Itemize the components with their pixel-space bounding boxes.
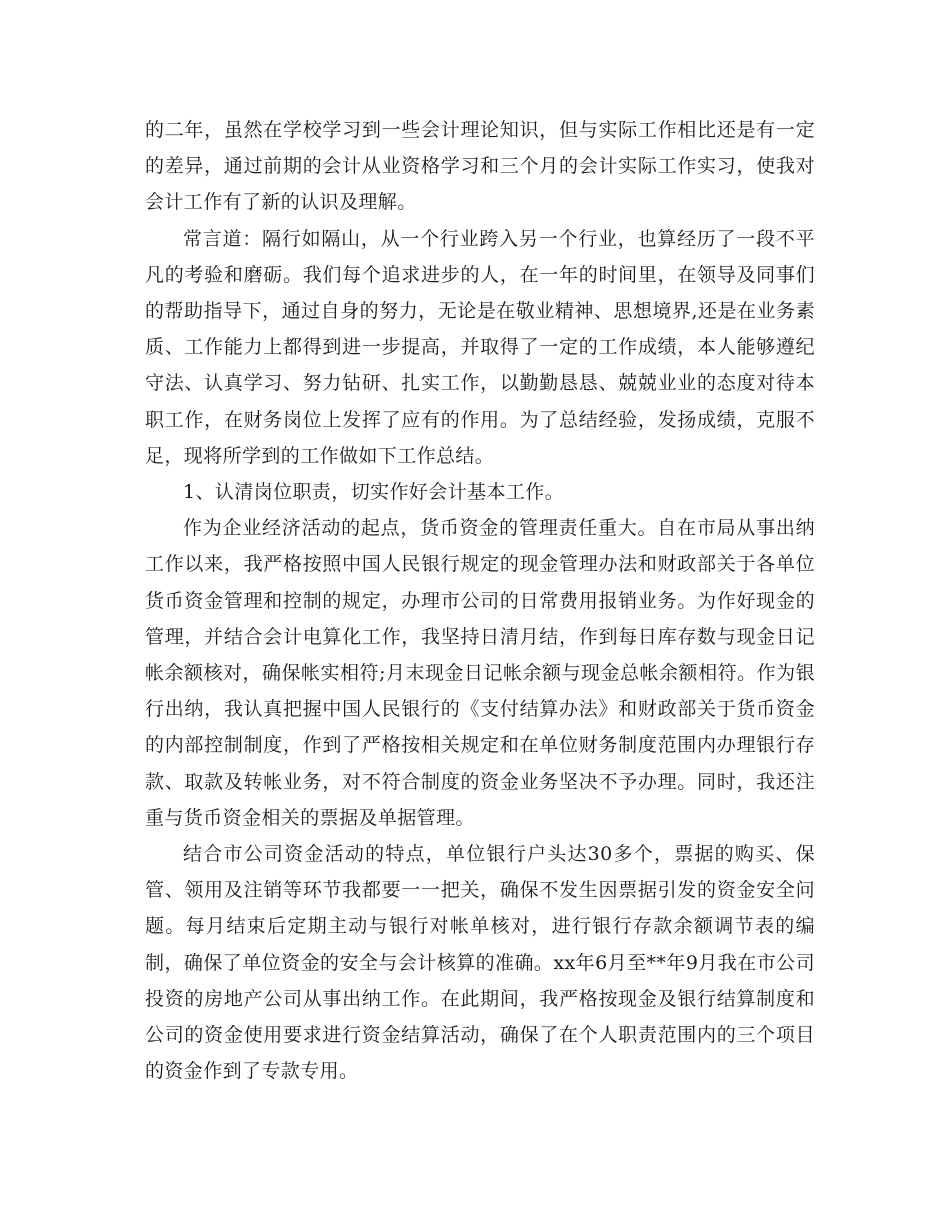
- section-heading-1: 1、认清岗位职责，切实作好会计基本工作。: [183, 481, 565, 504]
- paragraph-cash-management: 作为企业经济活动的起点，货币资金的管理责任重大。自在市局从事出纳工作以来，我严格按照中国人民银行规定的现金管理办法和财政部关于各单位货币资金管理和控制的规定，办理市公司的日常费用报销业务。为作好现金的管理，并结合会计电算化工作，我坚持日清月结，作到每日库存数与现金日记帐余额核对，确保帐实相符;月末现金日记帐余额与现金总帐余额相符。作为银行出纳，我认真把握中国人民银行的《支付结算办法》和财政部关于货币资金的内部控制制度，作到了严格按相关规定和在单位财务制度范围内办理银行存款、取款及转帐业务，对不符合制度的资金业务坚决不予办理。同时，我还注重与货币资金相关的票据及单据管理。: [145, 517, 815, 829]
- paragraph-bank-accounts: 结合市公司资金活动的特点，单位银行户头达30多个，票据的购买、保管、领用及注销等环节我都要一一把关，确保不发生因票据引发的资金安全问题。每月结束后定期主动与银行对帐单核对，进行银行存款余额调节表的编制，确保了单位资金的安全与会计核算的准确。xx年6月至**年9月我在市公司投资的房地产公司从事出纳工作。在此期间，我严格按现金及银行结算制度和公司的资金使用要求进行资金结算活动，确保了在个人职责范围内的三个项目的资金作到了专款专用。: [145, 843, 815, 1083]
- paragraph-intro-continuation: 的二年，虽然在学校学习到一些会计理论知识，但与实际工作相比还是有一定的差异，通过前期的会计从业资格学习和三个月的会计实际工作实习，使我对会计工作有了新的认识及理解。: [145, 119, 815, 214]
- paragraph-saying: 常言道：隔行如隔山，从一个行业跨入另一个行业，也算经历了一段不平凡的考验和磨砺。我们每个追求进步的人，在一年的时间里，在领导及同事们的帮助指导下，通过自身的努力，无论是在敬业精神、思想境界,还是在业务素质、工作能力上都得到进一步提高，并取得了一定的工作成绩，本人能够遵纪守法、认真学习、努力钻研、扎实工作，以勤勤恳恳、兢兢业业的态度对待本职工作，在财务岗位上发挥了应有的作用。为了总结经验，发扬成绩，克服不足，现将所学到的工作做如下工作总结。: [145, 227, 815, 467]
- document-body: [145, 112, 815, 1089]
